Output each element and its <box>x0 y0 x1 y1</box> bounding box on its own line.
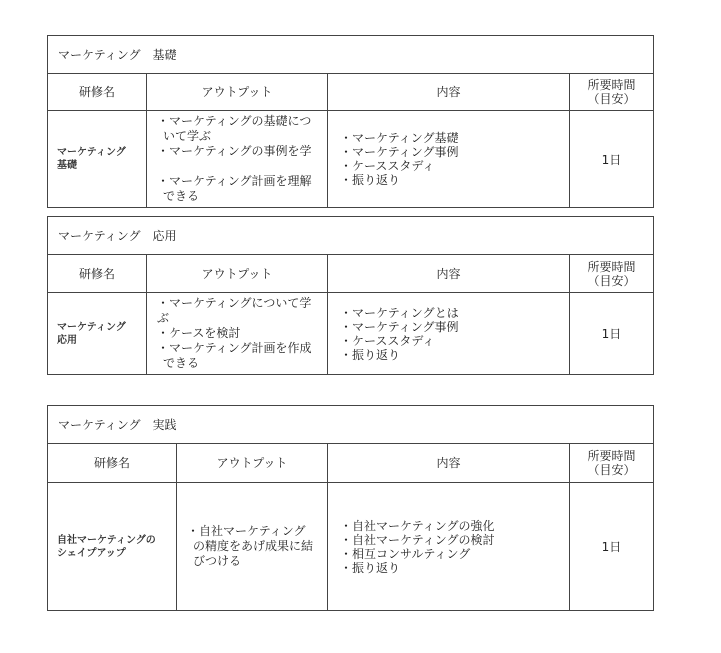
output-line: できる <box>163 356 200 370</box>
header-time-line2: （目安） <box>587 273 636 288</box>
header-row <box>48 74 654 111</box>
course-name-line1: 自社マーケティングの <box>57 534 156 546</box>
content-line: ・ケーススタディ <box>340 333 435 348</box>
table-title: マーケティング 応用 <box>48 217 654 255</box>
content-line: ・相互コンサルティング <box>340 546 471 561</box>
course-name <box>48 293 147 375</box>
header-course-name: 研修名 <box>48 444 177 483</box>
content-line: ・振り返り <box>340 560 401 575</box>
content-cell <box>328 483 570 611</box>
table-row <box>48 293 654 375</box>
time-cell: 1日 <box>570 293 654 375</box>
training-table-practice <box>47 405 654 611</box>
table-row <box>48 111 654 208</box>
content-line: ・自社マーケティングの検討 <box>340 532 495 547</box>
output-line: ・自社マーケティング <box>187 524 306 538</box>
header-time <box>570 255 654 293</box>
course-name-line1: マーケティング <box>57 321 126 333</box>
course-name-line1: マーケティング <box>57 147 126 158</box>
table-row <box>48 483 654 611</box>
table-title: マーケティング 実践 <box>48 406 654 444</box>
table-title: マーケティング 基礎 <box>48 36 654 74</box>
content-line: ・マーケティング事例 <box>340 145 459 159</box>
header-output: アウトプット <box>177 444 328 483</box>
header-time <box>570 74 654 111</box>
output-cell <box>177 483 328 611</box>
course-name <box>48 111 147 208</box>
output-line: ・マーケティング計画を作成 <box>157 341 312 355</box>
course-name <box>48 483 177 611</box>
content-cell <box>328 111 570 208</box>
output-cell <box>147 293 328 375</box>
header-content: 内容 <box>328 444 570 483</box>
content-cell <box>328 293 570 375</box>
output-cell <box>147 111 328 208</box>
training-table-basics <box>47 35 654 208</box>
output-line: ぶ <box>157 311 170 325</box>
output-line: の精度をあげ成果に結 <box>193 539 314 553</box>
content-line: ・マーケティング基礎 <box>340 131 459 145</box>
header-output: アウトプット <box>147 255 328 293</box>
output-line: ・マーケティングについて学 <box>157 296 312 310</box>
header-content: 内容 <box>328 74 570 111</box>
course-name-line2: シェイプアップ <box>57 547 126 559</box>
header-time-line2: （目安） <box>587 463 636 477</box>
content-line: ・マーケティング事例 <box>340 319 459 334</box>
output-line: ・マーケティングの事例を学 <box>157 144 312 158</box>
header-course-name: 研修名 <box>48 74 147 111</box>
time-cell: 1日 <box>570 111 654 208</box>
output-line: できる <box>163 189 200 203</box>
header-time-line1: 所要時間 <box>587 78 636 92</box>
header-course-name: 研修名 <box>48 255 147 293</box>
header-time-line1: 所要時間 <box>587 449 636 463</box>
output-line: いて学ぶ <box>163 129 212 143</box>
content-line: ・振り返り <box>340 173 401 187</box>
output-line: びつける <box>193 554 242 568</box>
course-name-line2: 基礎 <box>57 160 77 171</box>
time-cell: 1日 <box>570 483 654 611</box>
header-row <box>48 444 654 483</box>
header-time <box>570 444 654 483</box>
output-line-blank <box>157 159 327 174</box>
header-time-line1: 所要時間 <box>587 259 636 274</box>
header-time-line2: （目安） <box>587 92 636 106</box>
output-line: ・ケースを検討 <box>157 326 241 340</box>
header-content: 内容 <box>328 255 570 293</box>
header-row <box>48 255 654 293</box>
training-table-applied <box>47 216 654 375</box>
course-name-line2: 応用 <box>57 334 77 346</box>
header-output: アウトプット <box>147 74 328 111</box>
content-line: ・マーケティングとは <box>340 305 459 320</box>
output-line: ・マーケティング計画を理解 <box>157 174 312 188</box>
output-line: ・マーケティングの基礎につ <box>157 114 312 128</box>
content-line: ・ケーススタディ <box>340 159 435 173</box>
content-line: ・自社マーケティングの強化 <box>340 518 495 533</box>
content-line: ・振り返り <box>340 347 401 362</box>
